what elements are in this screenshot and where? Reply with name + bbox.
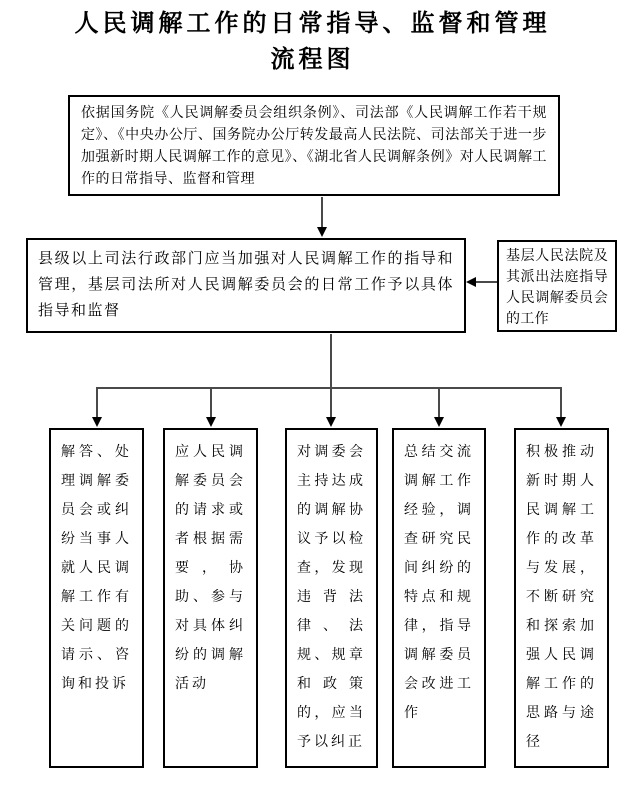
page-title-line-2: 流程图 — [270, 47, 355, 73]
branch-arrow-4-arrowhead-icon — [434, 417, 444, 427]
branch-arrow-5-shaft — [560, 389, 562, 417]
page-title-line-1: 人民调解工作的日常指导、监督和管理 — [74, 11, 551, 37]
connector-stem — [330, 334, 332, 389]
branch-arrow-4-shaft — [438, 389, 440, 417]
branch-arrow-2-shaft — [210, 389, 212, 417]
admin-guidance-box: 县级以上司法行政部门应当加强对人民调解工作的指导和管理，基层司法所对人民调解委员会的日常工作予以具体指导和监督 — [26, 238, 466, 333]
duty-box-4: 总结交流调解工作经验，调查研究民间纠纷的特点和规律，指导调解委员会改进工作 — [392, 428, 486, 768]
duty-box-1: 解答、处理调解委员会或纠纷当事人就人民调解工作有关问题的请示、咨询和投诉 — [49, 428, 144, 768]
connector-court-to-admin-shaft — [475, 281, 497, 283]
duty-box-5: 积极推动新时期人民调解工作的改革与发展，不断研究和探索加强人民调解工作的思路与途径 — [514, 428, 609, 768]
court-guidance-box: 基层人民法院及其派出法庭指导人民调解委员会的工作 — [497, 240, 617, 332]
branch-arrow-2-arrowhead-icon — [206, 417, 216, 427]
connector-top-to-admin-shaft — [321, 197, 323, 228]
branch-arrow-5-arrowhead-icon — [556, 417, 566, 427]
branch-arrow-1-arrowhead-icon — [92, 417, 102, 427]
connector-top-to-admin-arrowhead-icon — [317, 227, 327, 237]
branch-arrow-1-shaft — [96, 389, 98, 417]
branch-arrow-3-shaft — [330, 389, 332, 417]
branch-arrow-3-arrowhead-icon — [326, 417, 336, 427]
duty-box-3: 对调委会主持达成的调解协议予以检查，发现违背法律、法规、规章和政策的，应当予以纠正 — [285, 428, 378, 768]
legal-basis-box: 依据国务院《人民调解委员会组织条例》、司法部《人民调解工作若干规定》、《中央办公厅、国务院办公厅转发最高人民法院、司法部关于进一步加强新时期人民调解工作的意见》、《湖北省人民调解条例》对人民调解工作的日常指导、监督和管理 — [68, 95, 560, 196]
duty-box-2: 应人民调解委员会的请求或者根据需要，协助、参与对具体纠纷的调解活动 — [163, 428, 258, 768]
connector-crossbar — [96, 387, 562, 389]
connector-court-to-admin-arrowhead-icon — [466, 277, 476, 287]
